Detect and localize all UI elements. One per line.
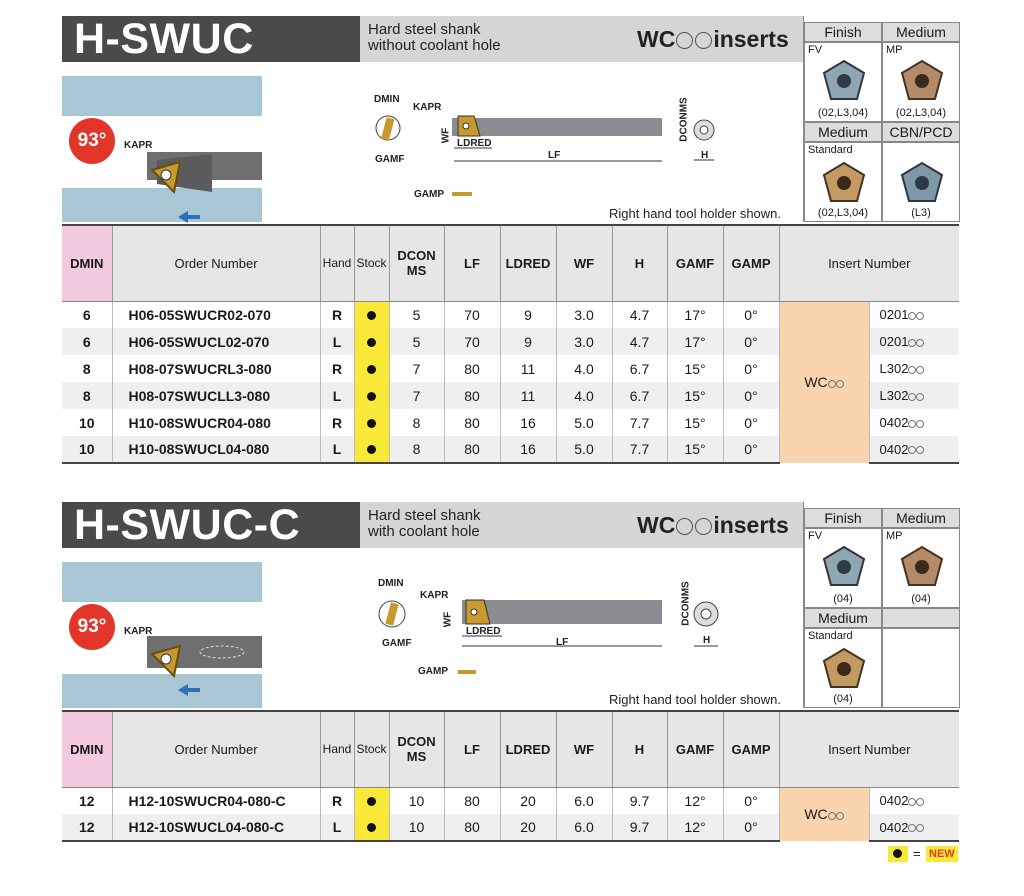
in-stock-dot-icon — [893, 849, 902, 858]
grade-cbn: (L3) — [882, 142, 960, 222]
legend-equals: = — [913, 846, 921, 861]
table-row: 12 H12-10SWUCL04-080-C L 10 80 20 6.0 9.7 12° 0° 0402 — [62, 814, 959, 841]
right-hand-note: Right hand tool holder shown. — [609, 692, 782, 707]
col-order-number: Order Number — [112, 225, 320, 301]
insert-standard-image — [821, 159, 867, 205]
grade-mp: MP (02,L3,04) — [882, 42, 960, 122]
col-gamf: GAMF — [667, 225, 723, 301]
stock-indicator — [354, 409, 389, 436]
dim-gamp: GAMP — [414, 189, 444, 200]
col-dconms: DCON MS — [389, 711, 444, 787]
col-wf: WF — [556, 711, 612, 787]
table-row: 10 H10-08SWUCR04-080 R 8 80 16 5.0 7.7 15° 0° 0402 — [62, 409, 959, 436]
blank-circle-icon — [828, 380, 836, 388]
blank-circle-icon — [836, 812, 844, 820]
spec-table — [62, 710, 959, 842]
boring-bar-illustration — [62, 62, 262, 224]
table-header-row — [62, 225, 959, 301]
grade-header-medium-2: Medium — [804, 122, 882, 142]
in-stock-dot-icon — [367, 797, 376, 806]
col-dmin: DMIN — [62, 711, 112, 787]
in-stock-dot-icon — [367, 311, 376, 320]
col-ldred: LDRED — [500, 711, 556, 787]
dim-gamf: GAMF — [382, 638, 412, 649]
spec-table — [62, 224, 959, 464]
dim-gamf: GAMF — [375, 154, 405, 165]
grade-header-empty — [882, 608, 960, 628]
col-ldred: LDRED — [500, 225, 556, 301]
blank-circle-icon — [695, 518, 712, 535]
col-stock: Stock — [354, 711, 389, 787]
col-stock: Stock — [354, 225, 389, 301]
kapr-label: KAPR — [124, 140, 153, 151]
col-insert-number: Insert Number — [779, 225, 959, 301]
grade-panel — [803, 16, 959, 222]
grade-standard: Standard (04) — [804, 628, 882, 708]
grade-header-medium: Medium — [882, 508, 960, 528]
stock-legend — [888, 845, 958, 863]
stock-indicator — [354, 328, 389, 355]
dim-gamp: GAMP — [418, 666, 448, 677]
grade-panel — [803, 502, 959, 708]
col-gamp: GAMP — [723, 225, 779, 301]
table-row: 6 H06-05SWUCR02-070 R 5 70 9 3.0 4.7 17° 0° WC 0201 — [62, 301, 959, 328]
col-dconms: DCON MS — [389, 225, 444, 301]
blank-circle-icon — [828, 812, 836, 820]
insert-cbn-image — [899, 159, 945, 205]
insert-group-cell: WC — [779, 787, 869, 841]
insert-mp-image — [899, 543, 945, 589]
product-description: Hard steel shank with coolant hole — [368, 507, 481, 540]
kapr-label: KAPR — [124, 626, 153, 637]
col-lf: LF — [444, 711, 500, 787]
table-row: 10 H10-08SWUCL04-080 L 8 80 16 5.0 7.7 15° 0° 0402 — [62, 436, 959, 463]
insert-fv-image — [821, 57, 867, 103]
col-h: H — [612, 225, 667, 301]
section-h-swuc — [62, 16, 959, 468]
grade-standard: Standard (02,L3,04) — [804, 142, 882, 222]
dim-dconms: DCONMS — [678, 97, 690, 142]
dim-kapr: KAPR — [413, 102, 442, 113]
insert-fv-image — [821, 543, 867, 589]
blank-circle-icon — [695, 32, 712, 49]
stock-indicator — [354, 814, 389, 841]
legend-new-badge: NEW — [926, 846, 958, 862]
table-row: 8 H08-07SWUCRL3-080 R 7 80 11 4.0 6.7 15° 0° L302 — [62, 355, 959, 382]
in-stock-dot-icon — [367, 823, 376, 832]
legend-stock-swatch — [888, 846, 908, 862]
grade-header-finish: Finish — [804, 508, 882, 528]
insert-group-cell: WC — [779, 301, 869, 463]
col-gamp: GAMP — [723, 711, 779, 787]
in-stock-dot-icon — [367, 445, 376, 454]
dim-h: H — [703, 635, 711, 646]
boring-bar-illustration — [62, 548, 262, 710]
dim-lf: LF — [548, 150, 561, 161]
inserts-label: WC inserts — [637, 26, 789, 52]
insert-mp-image — [899, 57, 945, 103]
col-hand: Hand — [320, 711, 354, 787]
col-gamf: GAMF — [667, 711, 723, 787]
in-stock-dot-icon — [367, 338, 376, 347]
blank-circle-icon — [836, 380, 844, 388]
dim-ldred: LDRED — [466, 626, 501, 637]
col-lf: LF — [444, 225, 500, 301]
table-row: 12 H12-10SWUCR04-080-C R 10 80 20 6.0 9.7 12° 0° WC 0402 — [62, 787, 959, 814]
grade-mp: MP (04) — [882, 528, 960, 608]
dim-lf: LF — [556, 637, 569, 648]
stock-indicator — [354, 382, 389, 409]
dim-dconms: DCONMS — [680, 581, 692, 626]
stock-indicator — [354, 436, 389, 463]
in-stock-dot-icon — [367, 419, 376, 428]
kapr-angle-badge: 93° — [69, 604, 115, 650]
section-h-swuc-c — [62, 502, 959, 842]
dim-kapr: KAPR — [420, 590, 449, 601]
table-row: 6 H06-05SWUCL02-070 L 5 70 9 3.0 4.7 17° 0° 0201 — [62, 328, 959, 355]
col-insert-number: Insert Number — [779, 711, 959, 787]
kapr-angle-badge: 93° — [69, 118, 115, 164]
grade-empty — [882, 628, 960, 708]
col-h: H — [612, 711, 667, 787]
stock-indicator — [354, 787, 389, 814]
blank-circle-icon — [676, 32, 693, 49]
dimension-diagram — [362, 86, 802, 216]
dim-ldred: LDRED — [457, 138, 492, 149]
blank-circle-icon — [676, 518, 693, 535]
dim-wf: WF — [440, 127, 452, 144]
dim-dmin: DMIN — [374, 94, 400, 105]
col-order-number: Order Number — [112, 711, 320, 787]
grade-header-medium-2: Medium — [804, 608, 882, 628]
table-header-row — [62, 711, 959, 787]
inserts-label: WC inserts — [637, 512, 789, 538]
product-title: H-SWUC — [62, 16, 360, 62]
product-title: H-SWUC-C — [62, 502, 360, 548]
grade-fv: FV (04) — [804, 528, 882, 608]
insert-standard-image — [821, 645, 867, 691]
stock-indicator — [354, 301, 389, 328]
grade-header-medium: Medium — [882, 22, 960, 42]
col-dmin: DMIN — [62, 225, 112, 301]
dim-wf: WF — [442, 611, 454, 628]
product-description: Hard steel shank without coolant hole — [368, 21, 501, 54]
right-hand-note: Right hand tool holder shown. — [609, 206, 782, 221]
col-wf: WF — [556, 225, 612, 301]
in-stock-dot-icon — [367, 365, 376, 374]
grade-header-cbn: CBN/PCD — [882, 122, 960, 142]
grade-header-finish: Finish — [804, 22, 882, 42]
col-hand: Hand — [320, 225, 354, 301]
dimension-diagram — [362, 576, 802, 686]
in-stock-dot-icon — [367, 392, 376, 401]
table-row: 8 H08-07SWUCLL3-080 L 7 80 11 4.0 6.7 15° 0° L302 — [62, 382, 959, 409]
dim-dmin: DMIN — [378, 578, 404, 589]
grade-fv: FV (02,L3,04) — [804, 42, 882, 122]
stock-indicator — [354, 355, 389, 382]
dim-h: H — [701, 150, 709, 161]
